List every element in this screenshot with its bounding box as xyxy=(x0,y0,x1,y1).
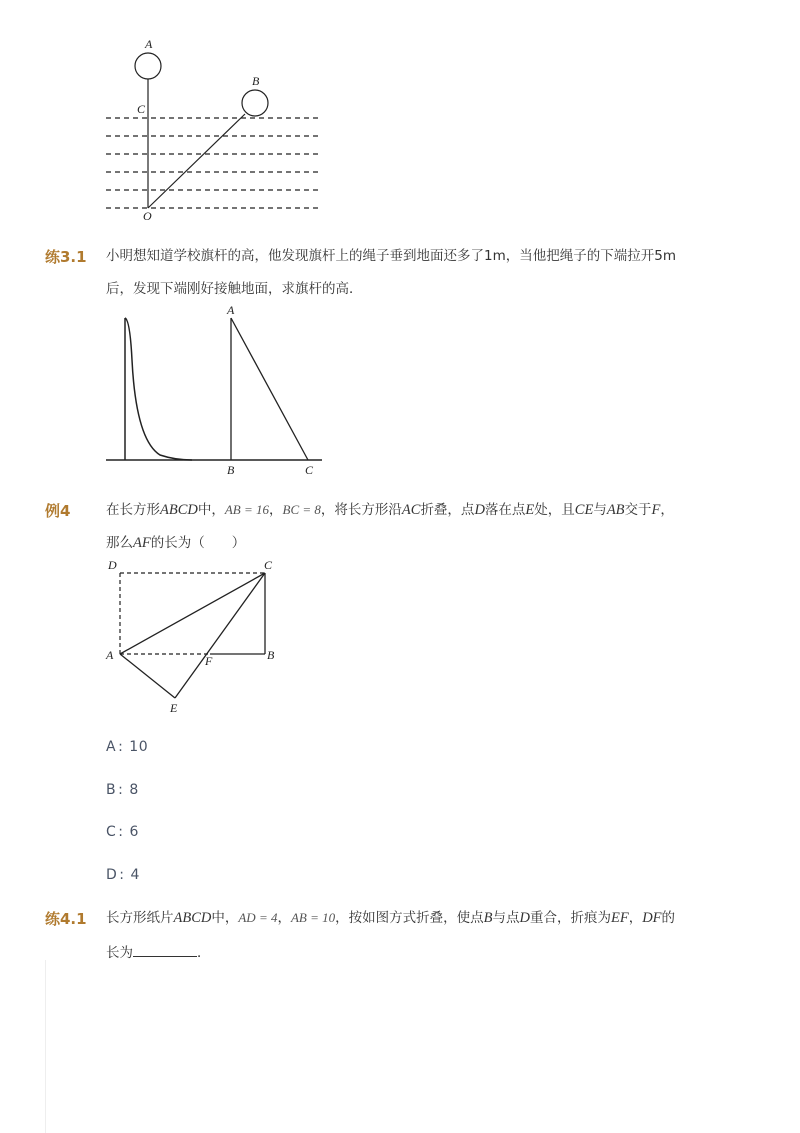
exercise-3-1-label: 练3.1 xyxy=(45,248,87,266)
math-var: ABCD xyxy=(173,910,212,926)
math-var: DF xyxy=(642,910,662,926)
point-label-b: B xyxy=(227,463,235,477)
option-letter: B xyxy=(106,782,117,798)
exercise-4-1-line-2 xyxy=(106,942,211,963)
flower-circle-a xyxy=(135,53,161,79)
point-label-c: C xyxy=(137,102,146,116)
text: 处，且 xyxy=(534,502,575,518)
option-letter: D xyxy=(106,867,118,883)
math-var: AF xyxy=(133,535,151,551)
slanted-stem xyxy=(148,114,245,208)
solid-edges xyxy=(120,573,265,698)
text: 与 xyxy=(593,502,607,518)
math-var: B xyxy=(483,910,493,926)
point-label-c: C xyxy=(264,558,273,572)
example-4-line-1 xyxy=(106,500,674,520)
text: 的 xyxy=(661,910,676,926)
text: 重合，折痕为 xyxy=(529,910,611,926)
math-var: D xyxy=(519,910,530,926)
hanging-rope-curve xyxy=(125,318,192,460)
text: 长方形纸片 xyxy=(106,910,174,926)
text: ，将长方形沿 xyxy=(320,502,402,518)
flower-circle-b xyxy=(242,90,268,116)
figure-folded-rectangle xyxy=(100,555,290,715)
math-var: E xyxy=(525,502,535,518)
option-c[interactable]: C : 6 xyxy=(106,824,139,840)
text: 中， xyxy=(211,910,239,926)
point-label-b: B xyxy=(267,648,275,662)
option-value: 4 xyxy=(130,867,140,883)
point-label-o: O xyxy=(143,209,152,223)
exercise-3-1-line-1: 小明想知道学校旗杆的高，他发现旗杆上的绳子垂到地面还多了1m，当他把绳子的下端拉开5m xyxy=(106,248,676,264)
text: ， xyxy=(277,910,291,926)
answer-blank[interactable] xyxy=(133,942,197,957)
math-var: ABCD xyxy=(160,502,198,518)
option-a[interactable]: A : 10 xyxy=(106,739,149,755)
point-label-f: F xyxy=(205,654,213,668)
option-d[interactable]: D : 4 xyxy=(106,867,140,883)
point-label-d: D xyxy=(108,558,117,572)
option-value: 10 xyxy=(129,739,149,755)
math-expr: AB = 10 xyxy=(290,910,336,925)
example-4-label: 例4 xyxy=(45,502,71,520)
text: ， xyxy=(628,910,643,926)
text: 的长为（ ） xyxy=(150,535,246,551)
math-var: F xyxy=(651,502,661,518)
math-var: EF xyxy=(610,910,629,926)
option-value: 6 xyxy=(129,824,139,840)
text: 那么 xyxy=(106,535,133,551)
exercise-4-1-line-1 xyxy=(106,908,675,928)
text: ，按如图方式折叠，使点 xyxy=(335,910,484,926)
point-label-c: C xyxy=(305,463,314,477)
figure-balloon-pole xyxy=(100,35,330,225)
math-expr: BC = 8 xyxy=(282,502,321,517)
text: ， xyxy=(660,502,674,518)
math-var: D xyxy=(474,502,485,518)
math-expr: AB = 16 xyxy=(224,502,270,517)
math-expr: AD = 4 xyxy=(238,910,278,925)
text: 中， xyxy=(197,502,225,518)
text: 折叠，点 xyxy=(420,502,475,518)
point-label-a: A xyxy=(145,37,153,51)
text: 落在点 xyxy=(484,502,526,518)
text: 长为 xyxy=(106,945,133,961)
segment-ac xyxy=(231,318,308,460)
point-label-b: B xyxy=(252,74,260,88)
left-margin-rule xyxy=(45,960,46,1133)
figure-flagpole-rope xyxy=(100,300,330,480)
text: ． xyxy=(197,945,211,961)
text: 交于 xyxy=(624,502,652,518)
option-value: 8 xyxy=(129,782,139,798)
option-b[interactable]: B : 8 xyxy=(106,782,139,798)
option-letter: A xyxy=(106,739,117,755)
math-var: AC xyxy=(401,502,421,518)
text: 在长方形 xyxy=(106,502,160,518)
point-label-a: A xyxy=(227,303,235,317)
math-var: CE xyxy=(574,502,594,518)
text: 与点 xyxy=(492,910,520,926)
math-var: AB xyxy=(606,502,625,518)
point-label-e: E xyxy=(170,701,178,715)
example-4-line-2 xyxy=(106,533,245,553)
text: ， xyxy=(269,502,283,518)
dashed-water-lines xyxy=(106,118,320,208)
exercise-3-1-line-2: 后，发现下端刚好接触地面，求旗杆的高． xyxy=(106,281,363,297)
option-letter: C xyxy=(106,824,117,840)
exercise-4-1-label: 练4.1 xyxy=(45,910,87,928)
point-label-a: A xyxy=(106,648,114,662)
